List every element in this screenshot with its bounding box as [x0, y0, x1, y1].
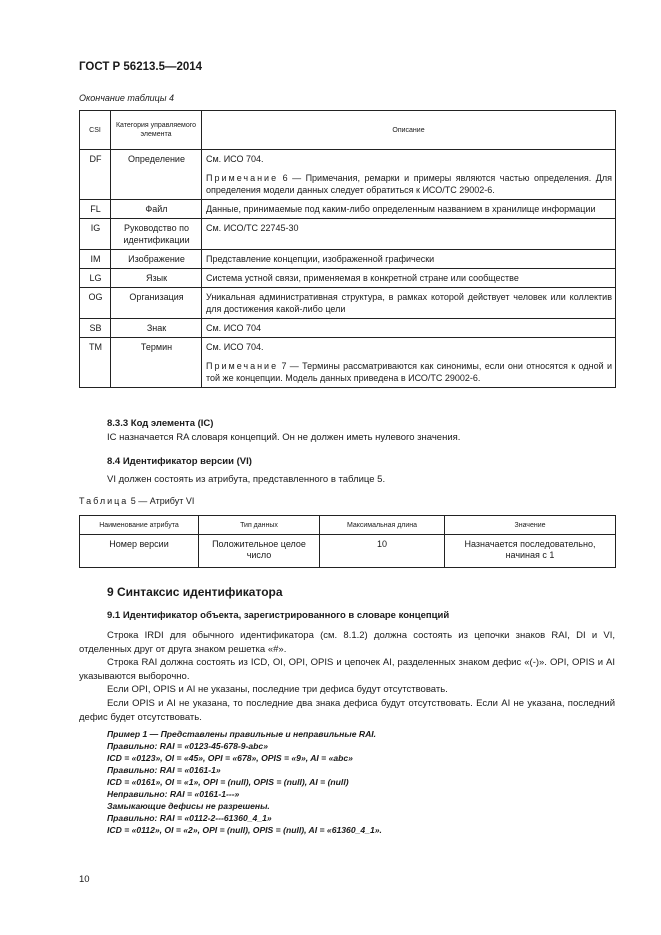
table4-continuation-label: Окончание таблицы 4 — [79, 93, 174, 103]
row-description: Уникальная административная структура, в рамках которой действует человек или коллектив для достижения какой-либо цели — [202, 288, 616, 319]
table-5 — [79, 515, 616, 568]
example-line: ICD = «0112», OI = «2», OPI = (null), OPIS = (null), AI = «61360_4_1». — [107, 825, 382, 835]
row-code: IM — [80, 250, 111, 269]
header-attribute-name: Наименование атрибута — [80, 516, 199, 535]
row-category: Файл — [111, 200, 202, 219]
row-note — [206, 360, 612, 384]
header-description: Описание — [202, 111, 616, 150]
example-line: Пример 1 — Представлены правильные и неправильные RAI. — [107, 729, 377, 739]
example-line: Правильно: RAI = «0123-45-678-9-abc» — [107, 741, 268, 751]
row-category: Организация — [111, 288, 202, 319]
table-row — [80, 319, 616, 338]
table-header-row — [80, 111, 616, 150]
row-code: DF — [80, 150, 111, 200]
paragraph-4: Если OPIS и AI не указана, то последние два знака дефиса будут отсутствовать. Если AI не указана, последний дефис будет отсутствовать. — [79, 698, 615, 723]
table5-caption — [79, 496, 194, 506]
cell-max-length: 10 — [320, 535, 445, 568]
row-code: FL — [80, 200, 111, 219]
section-9-title: 9 Синтаксис идентификатора — [107, 585, 283, 599]
header-category: Категория управляемого элемента — [111, 111, 202, 150]
section-8-4-title: 8.4 Идентификатор версии (VI) — [107, 456, 252, 467]
row-code: IG — [80, 219, 111, 250]
row-category: Язык — [111, 269, 202, 288]
row-description — [202, 338, 616, 388]
row-description — [202, 150, 616, 200]
table-4 — [79, 110, 616, 388]
row-note — [206, 172, 612, 196]
examples-block — [107, 728, 382, 836]
paragraph-2: Строка RAI должна состоять из ICD, OI, OPI, OPIS и цепочек AI, разделенных знаком дефис «(-)». OPI, OPIS и AI указываются выборочно. — [79, 657, 615, 682]
header-data-type: Тип данных — [199, 516, 320, 535]
cell-data-type: Положительное целое число — [199, 535, 320, 568]
section-8-4-text: VI должен состоять из атрибута, представленного в таблице 5. — [107, 474, 386, 485]
header-csi: CSI — [80, 111, 111, 150]
table-row — [80, 288, 616, 319]
row-description-text: См. ИСО 704. — [206, 154, 264, 164]
header-value: Значение — [445, 516, 616, 535]
table-row — [80, 250, 616, 269]
table-row — [80, 338, 616, 388]
example-line: Правильно: RAI = «0161-1» — [107, 765, 221, 775]
row-category: Термин — [111, 338, 202, 388]
row-category: Руководство по идентификации — [111, 219, 202, 250]
row-description: Представление концепции, изображенной графически — [202, 250, 616, 269]
paragraph-3: Если OPI, OPIS и AI не указаны, последние три дефиса будут отсутствовать. — [107, 684, 448, 695]
row-description: См. ИСО/ТС 22745-30 — [202, 219, 616, 250]
row-category: Изображение — [111, 250, 202, 269]
section-9-1-title: 9.1 Идентификатор объекта, зарегистрированного в словаре концепций — [107, 610, 450, 621]
row-category: Определение — [111, 150, 202, 200]
row-code: OG — [80, 288, 111, 319]
note-text: 7 — Термины рассматриваются как синонимы, если они относятся к одной и той же концепции. Модель данных приведена в ИСО/ТС 29002-6. — [206, 361, 612, 383]
section-8-3-3-title: 8.3.3 Код элемента (IC) — [107, 418, 214, 429]
header-max-length: Максимальная длина — [320, 516, 445, 535]
note-label: Примечание — [206, 173, 279, 183]
row-description: См. ИСО 704 — [202, 319, 616, 338]
note-text: 6 — Примечания, ремарки и примеры являются частью определения. Для определения модели данных следует обратиться к ИСО/ТС 29002-6. — [206, 173, 612, 195]
table-header-row — [80, 516, 616, 535]
example-line: ICD = «0123», OI = «45», OPI = «678», OPIS = «9», AI = «abc» — [107, 753, 353, 763]
table-row — [80, 219, 616, 250]
row-category: Знак — [111, 319, 202, 338]
example-line: Неправильно: RAI = «0161-1---» — [107, 789, 240, 799]
document-header: ГОСТ Р 56213.5—2014 — [79, 61, 203, 73]
table5-caption-label: Таблица — [79, 496, 129, 506]
example-line: Правильно: RAI = «0112-2---61360_4_1» — [107, 813, 272, 823]
paragraph-1: Строка IRDI для обычного идентификатора (см. 8.1.2) должна состоять из цепочки знаков RAI, DI и VI, отделенных друг от друга знаком решетка «#». — [79, 630, 615, 655]
table-row — [80, 269, 616, 288]
section-8-3-3-text: IC назначается RA словаря концепций. Он не должен иметь нулевого значения. — [107, 432, 461, 443]
row-description: Система устной связи, применяемая в конкретной стране или сообществе — [202, 269, 616, 288]
cell-attribute-name: Номер версии — [80, 535, 199, 568]
page-number: 10 — [79, 874, 90, 885]
cell-value: Назначается последовательно, начиная с 1 — [445, 535, 616, 568]
row-code: SB — [80, 319, 111, 338]
table-row — [80, 150, 616, 200]
example-line: Замыкающие дефисы не разрешены. — [107, 801, 270, 811]
note-label: Примечание — [206, 361, 279, 371]
row-code: LG — [80, 269, 111, 288]
table5-caption-text: 5 — Атрибут VI — [128, 496, 195, 506]
table-row — [80, 535, 616, 568]
row-code: TM — [80, 338, 111, 388]
table-row — [80, 200, 616, 219]
row-description-text: См. ИСО 704. — [206, 342, 264, 352]
example-line: ICD = «0161», OI = «1», OPI = (null), OPIS = (null), AI = (null) — [107, 777, 349, 787]
row-description: Данные, принимаемые под каким-либо определенным названием в хранилище информации — [202, 200, 616, 219]
